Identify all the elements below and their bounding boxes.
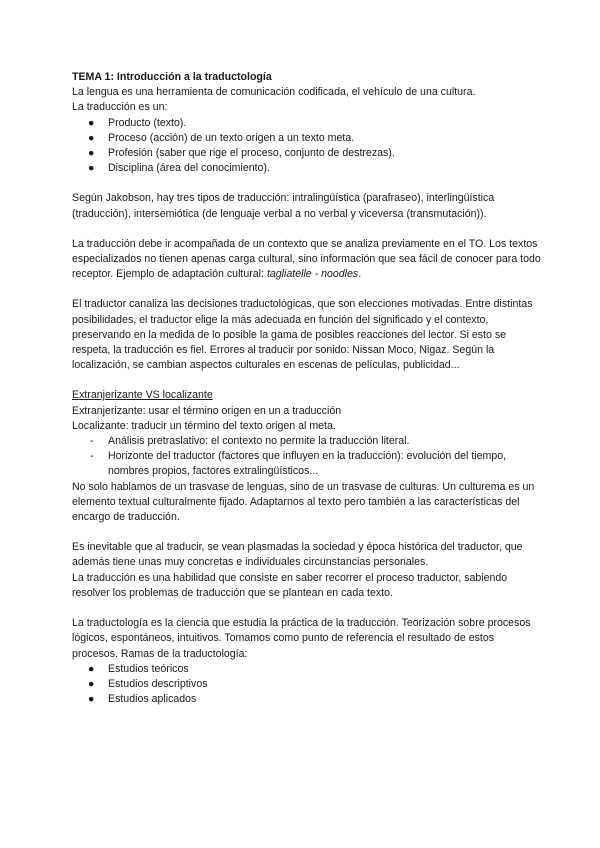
section-heading: Extranjerizante VS localizante (72, 389, 213, 402)
document-title: TEMA 1: Introducción a la traductología (72, 71, 272, 83)
list-item-text: Profesión (saber que rige el proceso, conjunto de destrezas). (108, 147, 395, 160)
context-paragraph (72, 237, 542, 283)
list-item-text: Estudios aplicados (108, 693, 197, 706)
context-example: tagliatelle - noodles (266, 268, 359, 281)
localizante-definition: Localizante: traducir un término del texto origen al meta. (72, 419, 336, 432)
factors-list (72, 434, 542, 480)
inevitable-paragraph: Es inevitable que al traducir, se vean plasmadas la sociedad y época histórica del traductor, que además tiene unas muy concretas e individuales circunstancias personales. (72, 541, 523, 569)
context-text: La traducción debe ir acompañada de un contexto que se analiza previamente en el TO. Los textos especializados no tienen apenas carga cultural, sino información que sea fácil de conocer para todo receptor. Ejemplo de adaptación cultural: (72, 237, 541, 281)
list-item (72, 677, 542, 692)
list-item-text: Horizonte del traductor (factores que influyen en la traducción): evolución del tiempo, nombres propios, factores extralingüísticos... (108, 450, 507, 478)
translator-paragraph: El traductor canaliza las decisiones traductológicas, que son elecciones motivadas. Entre distintas posibilidades, el traductor elige la más adecuada en función del significado y el contexto, preservando en la medida de lo posible la gama de posibles reacciones del lector. Si esto se respeta, la traducción es fiel. Errores al traducir por sonido: Nissan Moco, Nigaz. Según la localización, se cambian aspectos culturales en escenas de películas, publicidad... (72, 298, 533, 372)
culturema-paragraph: No solo hablamos de un trasvase de lenguas, sino de un trasvase de culturas. Un culturema es un elemento textual culturalmente fijado. Adaptarnos al texto pero también a las características del encargo de traducción. (72, 480, 535, 524)
intro-list-lead: La traducción es un: (72, 101, 168, 114)
list-item-text: Estudios teóricos (108, 662, 189, 675)
dash-icon: - (90, 435, 94, 448)
list-item-text: Proceso (acción) de un texto origen a un texto meta. (108, 131, 355, 144)
list-item-text: Producto (texto). (108, 116, 187, 129)
branches-list (72, 662, 542, 708)
bullet-icon: ● (88, 131, 95, 144)
list-item (72, 434, 542, 449)
intro-paragraph: La lengua es una herramienta de comunicación codificada, el vehículo de una cultura. (72, 86, 476, 99)
dash-icon: - (90, 450, 94, 463)
list-item (72, 131, 542, 146)
bullet-icon: ● (88, 147, 95, 160)
document-page (72, 70, 542, 707)
traductologia-paragraph: La traductología es la ciencia que estudia la práctica de la traducción. Teorización sobre procesos lógicos, espontáneos, intuitivos. Tomamos como punto de referencia el resultado de estos procesos. Ramas de la traductología: (72, 617, 531, 660)
bullet-icon: ● (88, 662, 95, 675)
translation-types-list (72, 116, 542, 177)
list-item-text: Disciplina (área del conocimiento). (108, 162, 270, 175)
list-item (72, 116, 542, 131)
list-item (72, 662, 542, 677)
list-item (72, 161, 542, 176)
list-item (72, 692, 542, 707)
ability-paragraph: La traducción es una habilidad que consiste en saber recorrer el proceso traductor, sabiendo resolver los problemas de traducción que se plantean en cada texto. (72, 571, 508, 599)
list-item (72, 449, 542, 479)
extranjerizante-definition: Extranjerizante: usar el término origen en un a traducción (72, 404, 342, 417)
bullet-icon: ● (88, 677, 95, 690)
list-item-text: Análisis pretraslativo: el contexto no permite la traducción literal. (108, 435, 410, 448)
bullet-icon: ● (88, 116, 95, 129)
bullet-icon: ● (88, 162, 95, 175)
jakobson-paragraph: Según Jakobson, hay tres tipos de traducción: intralingüística (parafraseo), interlingüística (traducción), intersemiótica (de lenguaje verbal a no verbal y viceversa (transmutación)). (72, 192, 495, 220)
list-item-text: Estudios descriptivos (108, 677, 208, 690)
context-end: . (358, 268, 362, 281)
bullet-icon: ● (88, 693, 95, 706)
list-item (72, 146, 542, 161)
